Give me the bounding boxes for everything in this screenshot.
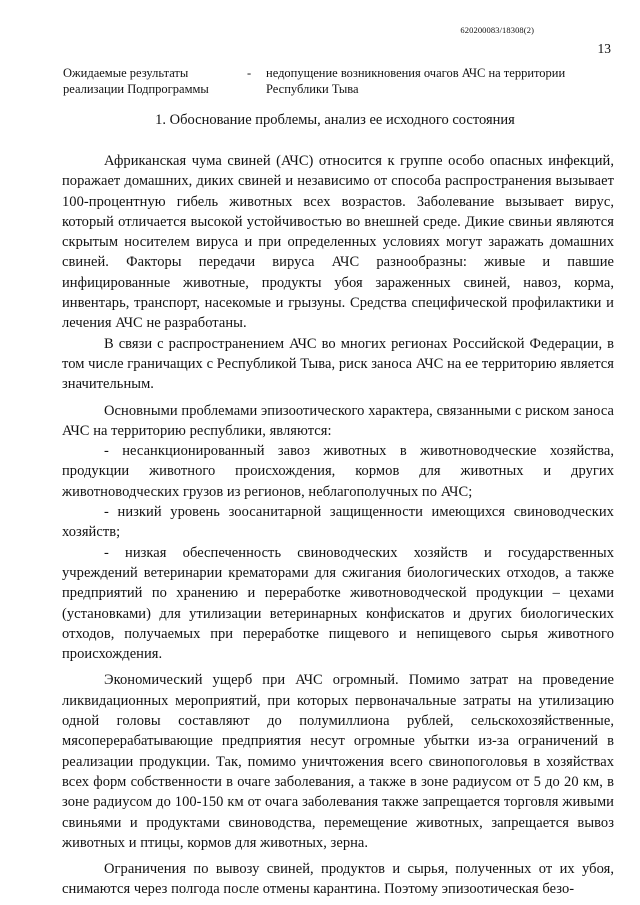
paragraph-spread-risk: В связи с распространением АЧС во многих регионах Российской Федерации, в том числе граничащих с Республикой Тыва, риск заноса АЧС на ее территорию является значительным.: [62, 335, 614, 393]
list-item-unauthorized-import: - несанкционированный завоз животных в животноводческие хозяйства, продукции животного происхождения, кормов для животных и других животноводческих грузов из регионов, неблагополучных по АЧС;: [62, 443, 614, 500]
list-item-low-equipment: - низкая обеспеченность свиноводческих хозяйств и государственных учреждений ветеринарии крематорами для сжигания биологических отходов, а также предприятий по хранению и переработке животноводческой продукции – цехами (установками) для утилизации ветеринарных конфискатов и других биологических отходов, получаемых при переработке пищевого и непищевого сырья животного происхождения.: [62, 544, 614, 663]
expected-results-dash: -: [247, 66, 252, 80]
expected-results-value: недопущение возникновения очагов АЧС на территории Республики Тыва: [266, 66, 566, 96]
expected-results-label: Ожидаемые результаты реализации Подпрограммы: [63, 66, 209, 96]
list-item-low-protection: - низкий уровень зоосанитарной защищенности имеющихся свиноводческих хозяйств;: [62, 504, 614, 541]
paragraph-ash-description: Африканская чума свиней (АЧС) относится к группе особо опасных инфекций, поражает домашних, диких свиней и независимо от способа распространения вызывает 100-процентную гибель животных всех возрастов. Заболевание вызывает вирус, который отличается высокой устойчивостью во внешней среде. Дикие свиньи являются скрытым носителем вируса и при определенных условиях могут заражать домашних свиней. Факторы передачи вируса АЧС разнообразны: живые и павшие инфицированные животные, продукты убоя зараженных свиней, навоз, корма, инвентарь, транспорт, насекомые и грызуны. Средства специфической профилактики и лечения АЧС не разработаны.: [62, 153, 614, 332]
document-body: [62, 151, 614, 900]
page-number: 13: [597, 41, 611, 56]
document-code: 620200083/18308(2): [460, 25, 534, 35]
paragraph-restrictions: Ограничения по вывозу свиней, продуктов и сырья, полученных от их убоя, снимаются через полгода после отмены карантина. Поэтому эпизоотическая безо-: [62, 861, 614, 898]
section-heading: 1. Обоснование проблемы, анализ ее исходного состояния: [155, 112, 515, 128]
paragraph-economic-damage: Экономический ущерб при АЧС огромный. Помимо затрат на проведение ликвидационных мероприятий, при которых первоначальные затраты на утилизацию одной головы составляют до полумиллиона рублей, сельскохозяйственные, мясоперерабатывающие предприятия несут огромные убытки из-за ограничений в реализации продукции. Так, помимо уничтожения всего свинопоголовья в хозяйствах всех форм собственности в очаге заболевания, а также в зоне радиусом от 5 до 20 км, в зоне радиусом до 100-150 км от очага заболевания также запрещается торговля живыми свиньями и продуктами свиноводства, перемещение животных, запрещается вывоз животных и птицы, кормов для животных, зерна.: [62, 672, 614, 851]
paragraph-main-problems-intro: Основными проблемами эпизоотического характера, связанными с риском заноса АЧС на территорию республики, являются:: [62, 402, 614, 439]
